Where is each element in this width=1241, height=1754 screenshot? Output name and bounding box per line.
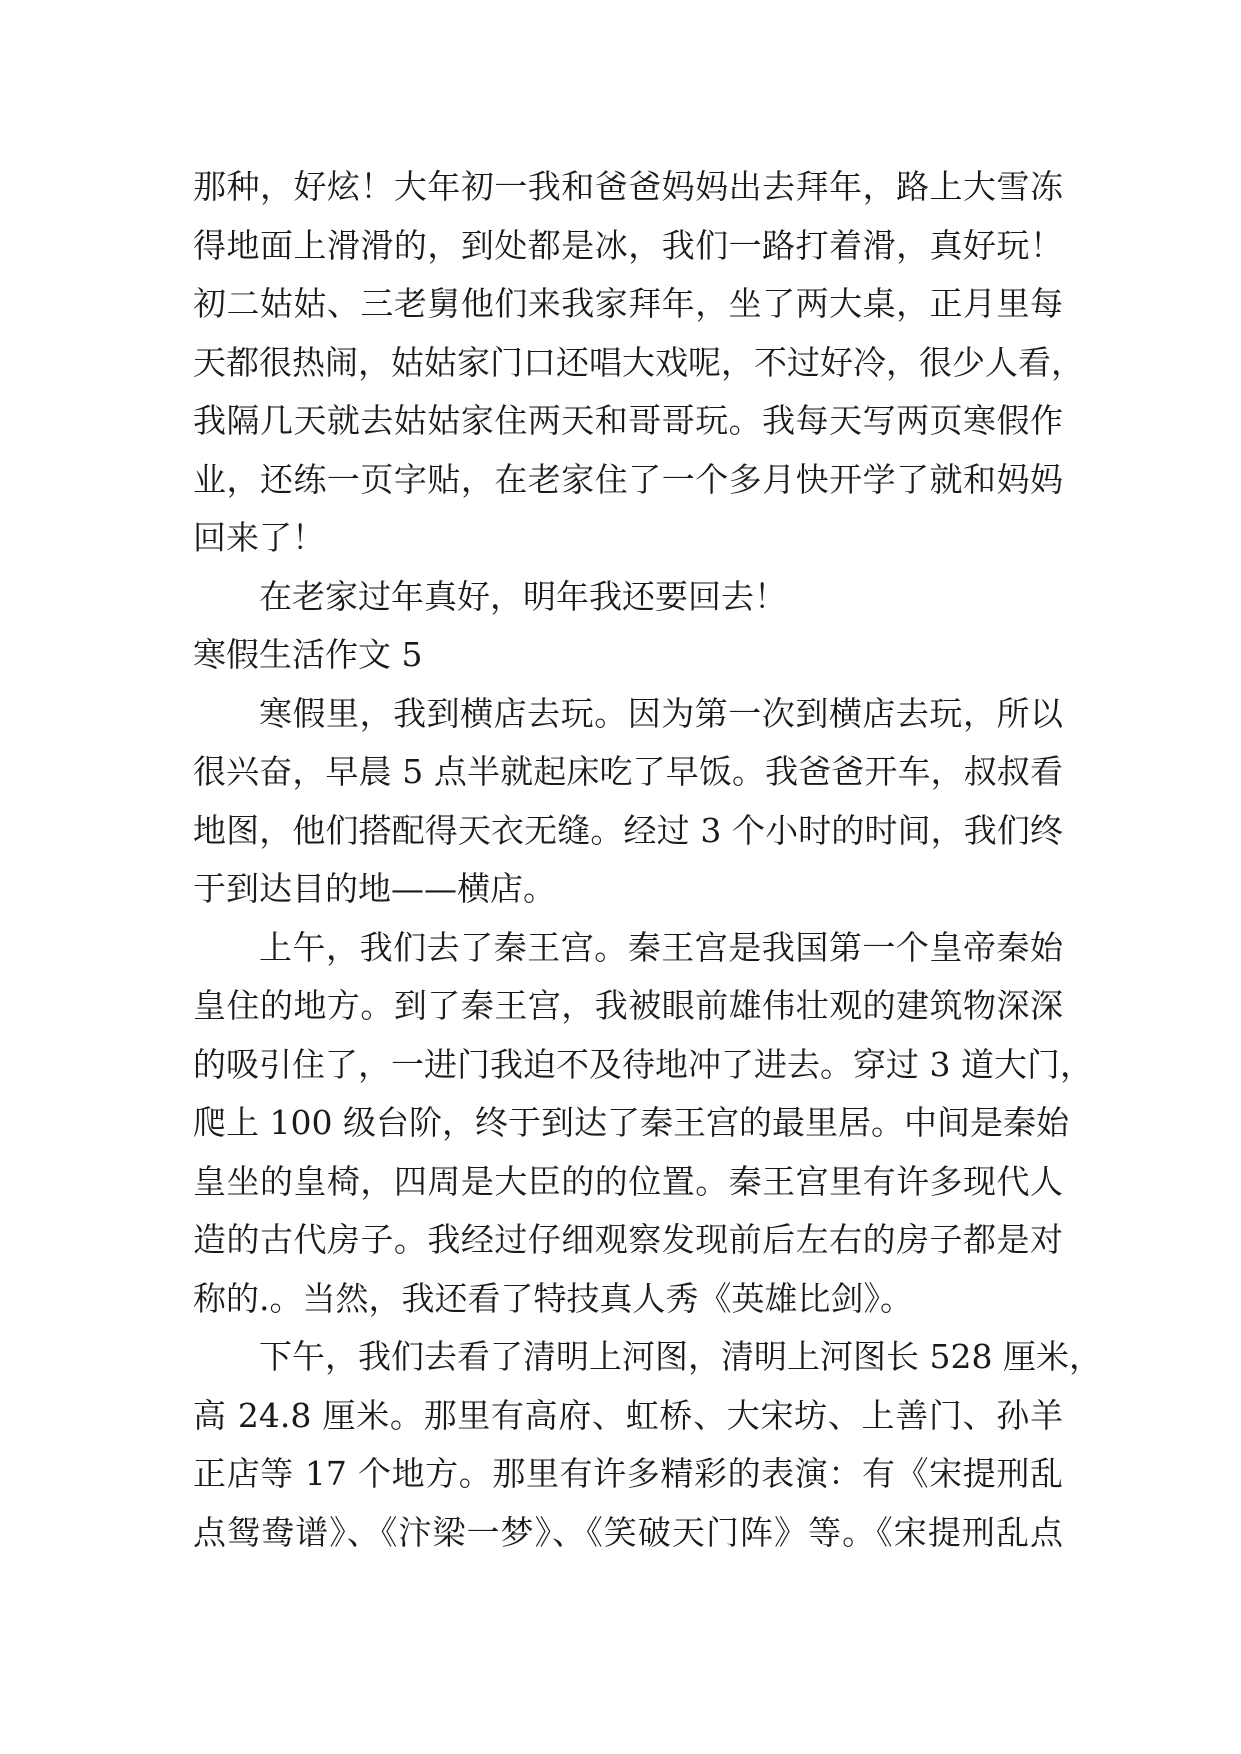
paragraph	[193, 919, 1093, 1329]
text-line: 称的.。当然，我还看了特技真人秀《英雄比剑》。	[193, 1278, 913, 1318]
text-line: 那种，好炫！大年初一我和爸爸妈妈出去拜年，路上大雪冻	[193, 167, 1063, 206]
text-line: 皇坐的皇椅，四周是大臣的的位置。秦王宫里有许多现代人	[193, 1161, 1063, 1201]
text-line: 寒假里，我到横店去玩。因为第一次到横店去玩，所以	[259, 693, 1063, 733]
text-line: 业，还练一页字贴，在老家住了一个多月快开学了就和妈妈	[193, 459, 1063, 499]
text-line: 皇住的地方。到了秦王宫，我被眼前雄伟壮观的建筑物深深	[193, 986, 1063, 1025]
text-line: 上午，我们去了秦王宫。秦王宫是我国第一个皇帝秦始	[259, 927, 1063, 967]
text-line: 在老家过年真好，明年我还要回去！	[259, 576, 787, 616]
paragraph	[193, 1328, 1102, 1562]
text-line: 的吸引住了，一进门我迫不及待地冲了进去。穿过 3 道大门，	[193, 1044, 1093, 1084]
text-line: 回来了！	[193, 518, 325, 557]
text-line: 正店等 17 个地方。那里有许多精彩的表演：有《宋提刑乱	[193, 1454, 1063, 1493]
paragraph-closing	[193, 568, 1063, 627]
text-line: 得地面上滑滑的，到处都是冰，我们一路打着滑，真好玩！	[193, 225, 1063, 265]
text-line: 初二姑姑、三老舅他们来我家拜年，坐了两大桌，正月里每	[193, 284, 1063, 323]
text-line: 我隔几天就去姑姑家住两天和哥哥玩。我每天写两页寒假作	[193, 401, 1063, 440]
text-line: 天都很热闹，姑姑家门口还唱大戏呢，不过好冷，很少人看，	[193, 342, 1084, 382]
text-line: 造的古代房子。我经过仔细观察发现前后左右的房子都是对	[193, 1220, 1063, 1259]
section-title: 寒假生活作文 5	[193, 635, 423, 674]
text-line: 很兴奋，早晨 5 点半就起床吃了早饭。我爸爸开车，叔叔看	[193, 752, 1063, 791]
text-line: 高 24.8 厘米。那里有高府、虹桥、大宋坊、上善门、孙羊	[193, 1395, 1063, 1435]
document-body	[193, 158, 1102, 1562]
text-line: 爬上 100 级台阶，终于到达了秦王宫的最里居。中间是秦始	[193, 1103, 1069, 1142]
paragraph-continued	[193, 158, 1084, 568]
paragraph	[193, 685, 1063, 919]
text-line: 于到达目的地——横店。	[193, 869, 556, 908]
text-line: 点鸳鸯谱》、《汴梁一梦》、《笑破天门阵》等。《宋提刑乱点	[193, 1512, 1063, 1552]
text-line: 地图，他们搭配得天衣无缝。经过 3 个小时的时间，我们终	[193, 810, 1063, 850]
text-line: 下午，我们去看了清明上河图，清明上河图长 528 厘米，	[259, 1337, 1102, 1376]
